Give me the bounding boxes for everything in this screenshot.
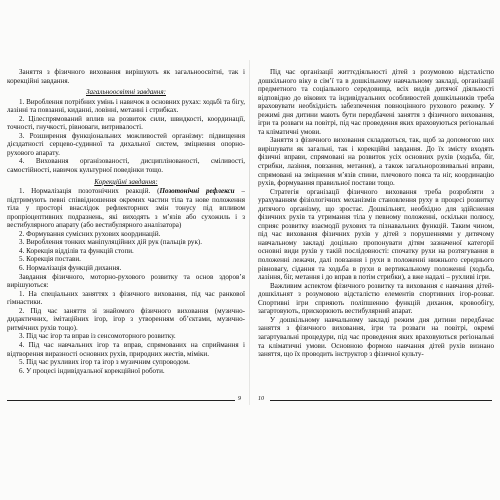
corrective-item: 5. Корекція постави. [19,255,81,264]
intro-paragraph: Заняття з фізичного виховання вирішують як загальноосвітні, так і корекційні завдання. [7,68,245,85]
right-footer-rule [270,400,492,401]
general-item: 3. Розширення функціональних можливостей організму: підвищення дієздатності серцево-судинної та дихальної систем, зміцнення опорно-рухового апарату. [7,131,245,157]
corrective-item: 4. Корекція відділів та функцій стопи. [19,246,134,255]
page-gutter [249,60,250,405]
corrective-tasks-heading: Корекційні завдання: [94,177,158,186]
right-paragraph: Заняття з фізичного виховання складаються, так, щоб за допомогою них вирішувати як загальні, так і корекційні завдання. До їх змісту входять фізичні вправи, спрямовані на розвиток усіх основних рухів (ходьба, біг, стрибки, лазіння, повзання, метання), а також загальнорозвивальні вправи, спрямовані на зміцнення м’язів спини, плечового пояса та ніг, координацію рухів, формування правильної постави тощо. [258,136,494,188]
tasks-item: 3. Під час ігор та вправ із сенсомоторного розвитку. [19,332,176,341]
general-item: 4. Виховання організованості, дисциплінованості, сміливості, самостійності, навичок культурної поведінки тощо. [7,157,245,175]
left-footer-rule [7,400,235,401]
corrective-item: 3. Вироблення тонких маніпуляційних дій рук (пальців рук). [19,238,203,247]
right-paragraph: Важливим аспектом фізичного розвитку та виховання є навчання дітей-дошкільнят з розумовою відсталістю елементів спортивних ігор-розваг. Спортивні ігри сприяють поліпшенню функцій дихання, кровообігу, загартовують, прискорюють вестибулярний апарат. [258,281,494,316]
left-page [7,68,245,398]
tasks-item: 5. Під час рухливих ігор та ігор з музичним супроводом. [19,358,190,367]
right-paragraph: У дошкільному навчальному закладі режим дня дитини передбачає заняття з фізичного виховання, ігри та розваги на повітрі, окремі загартувальні процедури, під час проведення яких враховуються регіональні та кліматичні умови. Основною формою навчання дітей рухів визнано заняття, що їх проводить інструктор з фізичної культу- [258,315,494,359]
tasks-item: 6. У процесі індивідуальної корекційної роботи. [19,366,165,375]
tasks-paragraph: Завдання фізичного, моторно-рухового розвитку та основ здоров’я вирішуються: [7,272,245,290]
corrective-item-rest: – підтримують певні співвідношення окремих частин тіла та нове положення тіла у просторі внаслідок рефлекторних змін тонусу під впливом пропріоцептивних подразнень, які виходять з м’язів або сухожиль і з вестибулярного апарату (або вестибулярного аналізатора) [7,187,245,230]
right-paragraph: Стратегія організації фізичного виховання треба розробляти з урахуванням фізіологічних механізмів становлення руху в процесі розвитку дитячого організму, що зростає. Дошкільнят, необхідно для здійснення фізичних рухів та утримання тіла у певному положенні, оскільки полюсу, сприяє розвитку взаємодії рухових та пізнавальних функцій. Таким чином, під час виховання фізичних рухів у дітей з порушеннями у дитячому навчальному закладі доцільно пропонувати дітям зазначеної категорії основні види рухів у такій послідовності: спочатку рухи на розтягування в положенні лежачи, далі повзання і рухи в положенні нижнього середнього рівновагу, сідання та ходьба в рухи в вертикальному положенні (ходьба, лазіння, біг, метання і до вправ в потім стрибки), а вже надалі – рухливі ігри. [258,187,494,282]
tasks-item: 4. Під час навчальних ігор та вправ, спрямованих на сприймання і відтворення виразності основних рухів, природних жестів, міміки. [7,340,245,358]
right-paragraph: Під час організації життєдіяльності дітей з розумовою відсталістю дошкільного віку в сім’ї та в дошкільному навчальному закладі, організації предметного та соціального середовища, всіх видів дитячої діяльності відповідно до вікових та індивідуальних особливостей дошкільників треба враховувати необхідність забезпечення повноцінного рухового режиму. У режимі дня дитини мають бути передбачені заняття з фізичного виховання, ігри та розваги на повітрі, під час проведення яких враховуються регіональні та кліматичні умови. [258,68,494,136]
general-item: 2. Цілеспрямований вплив на розвиток сили, швидкості, координації, точності, гнучкості, рівноваги, витривалості. [7,114,245,132]
tasks-item: 1. На спеціальних заняттях з фізичного виховання, під час ранкової гімнастики. [7,289,245,307]
corrective-item [7,187,245,230]
tasks-item: 2. Під час заняття зі знайомого фізичного виховання (музично-дидактичних, імітаційних ігор, ігор з утворенням об’єктами, музично-ритмічних рухів тощо). [7,306,245,332]
left-page-number: 9 [238,396,241,402]
corrective-item-term: Позотонічні рефлекси [159,187,235,196]
general-item: 1. Вироблення потрібних умінь і навичок в основних рухах: ходьбі та бігу, лазінні та повзанні, киданні, ловінні, метанні і стрибках. [7,97,245,115]
corrective-item: 2. Формування сумісних рухових координацій. [19,229,161,238]
corrective-item-lead: 1. Нормалізація позотонічних реакцій. ( [19,187,160,196]
general-tasks-heading: Загальноосвітні завдання: [86,88,166,97]
right-page-number: 10 [258,396,264,402]
right-page [258,68,494,398]
corrective-item: 6. Нормалізація функцій дихання. [19,264,122,273]
